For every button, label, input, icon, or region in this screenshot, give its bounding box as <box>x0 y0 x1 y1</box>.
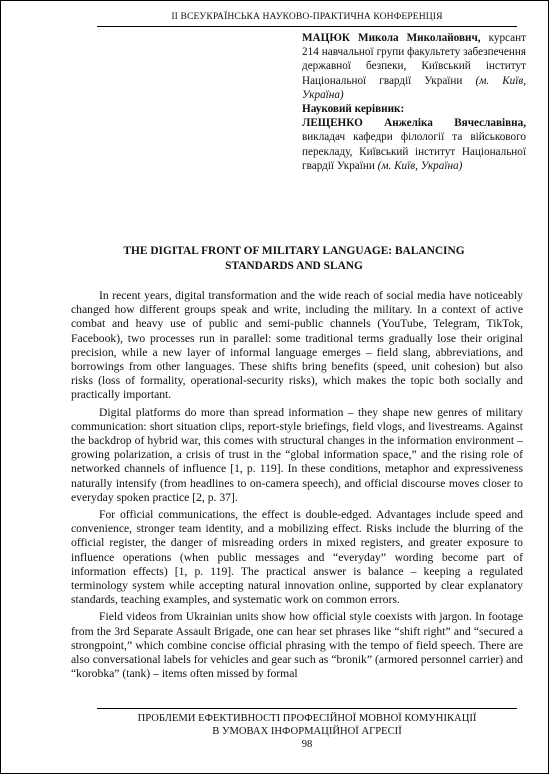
supervisor-location: (м. Київ, Україна) <box>377 159 463 172</box>
author-location: (м. Київ, Україна) <box>302 74 527 101</box>
footer-line: В УМОВАХ ІНФОРМАЦІЙНОЇ АГРЕСІЇ <box>212 726 402 737</box>
supervisor-heading: Науковий керівник: <box>302 103 405 116</box>
article-title <box>71 244 517 273</box>
author-info <box>302 31 526 102</box>
article-title-line: STANDARDS AND SLANG <box>225 259 363 272</box>
body-paragraph: For official communications, the effect is double-edged. Advantages include speed and convenience, stronger team identity, and a mobilizing effect. Risks include the blurring of the official register, the danger of misreading orders in mixed registers, and greater exposure to influence operations (when public messages and “everyday” wording become part of information effects) [1, p. 119]. The practical answer is balance – keeping a regulated terminology system while accepting natural innovation online, supported by clear explanatory standards, teaching examples, and systematic work on common errors. <box>71 508 523 607</box>
author-name: МАЦЮК Микола Миколайович, <box>302 32 481 44</box>
body-paragraph: In recent years, digital transformation and the wide reach of social media have noticeably changed how different groups speak and write, including the military. In a context of active combat and heavy use of public and semi-public channels (YouTube, Telegram, TikTok, Facebook), two processes run in parallel: some traditional terms gradually lose their original precision, while a new layer of informal language emerges – field slang, abbreviations, and borrowings from other languages. These shifts bring benefits (speed, unit cohesion) but also risks (loss of formality, operational-security risks), which makes the topic both socially and practically important. <box>71 289 523 402</box>
article-body <box>71 289 523 684</box>
supervisor-info <box>302 116 526 173</box>
footer-line: ПРОБЛЕМИ ЕФЕКТИВНОСТІ ПРОФЕСІЙНОЇ МОВНОЇ КОМУНІКАЦІЇ <box>137 713 477 724</box>
page-number: 98 <box>301 739 313 750</box>
body-paragraph: Digital platforms do more than spread information – they shape new genres of military communication: short situation clips, report-style briefings, field vlogs, and livestreams. Against the backdrop of hybrid war, this comes with structural changes in the information environment – growing polarization, a crisis of trust in the “global information space,” and the rising role of networked channels of influence [1, p. 119]. In these conditions, metaphor and expressiveness naturally intensify (from headlines to on-camera speech), and official discourse moves closer to everyday spoken practice [2, p. 37]. <box>71 405 523 504</box>
supervisor-name: ЛЕЩЕНКО Анжеліка Вячеславівна, <box>302 117 526 130</box>
author-block <box>302 31 526 173</box>
supervisor-description: викладач кафедри філології та військового перекладу, Київський інститут Національної гвардії України <box>302 131 526 172</box>
footer-divider <box>97 708 517 709</box>
author-description: курсант 214 навчальної групи факультету забезпечення державної безпеки, Київський інститут Національної гвардії України <box>302 32 526 87</box>
body-paragraph: Field videos from Ukrainian units show how official style coexists with jargon. In footage from the 3rd Separate Assault Brigade, one can hear set phrases like “shift right” and “secured a strongpoint,” which combine concise official phrasing with the tempo of field speech. There are also conversational labels for vehicles and gear such as “bronik” (armored personnel carrier) and “korobka” (tank) – items often missed by formal <box>71 610 523 681</box>
running-footer <box>97 712 517 751</box>
running-header: II ВСЕУКРАЇНСЬКА НАУКОВО-ПРАКТИЧНА КОНФЕРЕНЦІЯ <box>171 11 443 22</box>
header-divider <box>97 26 517 27</box>
article-title-line: THE DIGITAL FRONT OF MILITARY LANGUAGE: BALANCING <box>123 245 465 257</box>
